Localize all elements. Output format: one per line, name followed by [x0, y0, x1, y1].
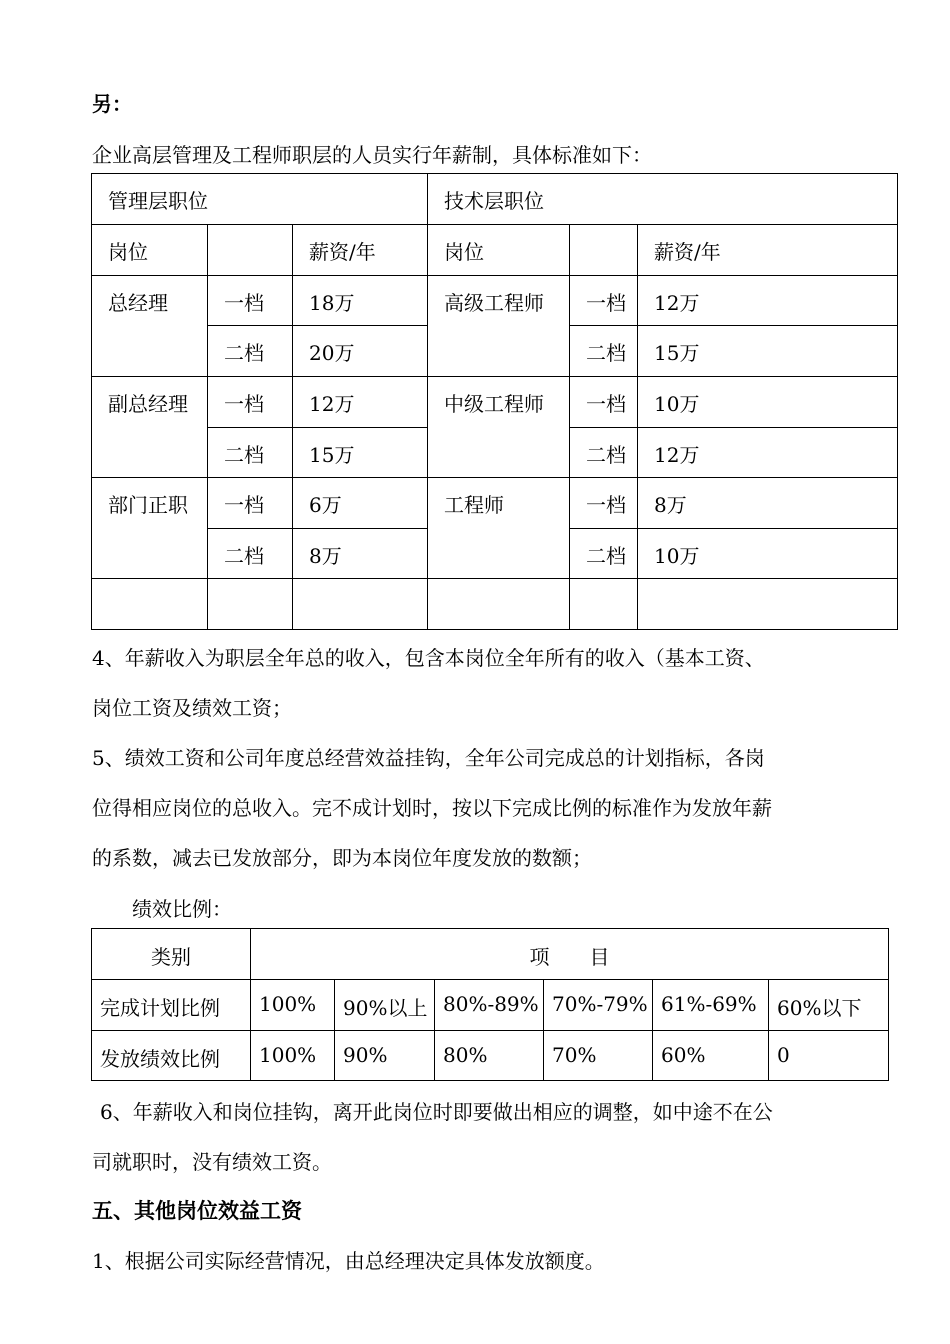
grade-cell: 一档: [570, 478, 638, 529]
para5-line2: 位得相应岗位的总收入。完不成计划时，按以下完成比例的标准作为发放年薪: [92, 796, 772, 820]
completion-cell: 70%-79%: [544, 980, 653, 1031]
grade-cell: 二档: [208, 428, 293, 478]
group-header-tech: 技术层职位: [428, 174, 898, 225]
payout-cell: 100%: [251, 1031, 335, 1081]
intro-text: 企业高层管理及工程师职层的人员实行年薪制，具体标准如下：: [92, 143, 652, 167]
salary-cell: 8万: [293, 529, 428, 579]
grade-cell: 二档: [570, 529, 638, 579]
para5-line1: 5、绩效工资和公司年度总经营效益挂钩，全年公司完成总的计划指标，各岗: [92, 746, 765, 770]
grade-cell: 一档: [570, 276, 638, 326]
tech-post-cell: 工程师: [428, 478, 570, 579]
intro-label: 另：: [92, 92, 132, 116]
salary-cell: 20万: [293, 326, 428, 377]
grade-cell: 一档: [570, 377, 638, 428]
salary-cell: 15万: [638, 326, 898, 377]
grade-cell: 一档: [208, 377, 293, 428]
row-label-completion: 完成计划比例: [92, 980, 251, 1031]
payout-cell: 0: [769, 1031, 889, 1081]
grade-cell: 二档: [208, 529, 293, 579]
section5-title: 五、其他岗位效益工资: [92, 1198, 302, 1223]
grade-cell: 二档: [570, 428, 638, 478]
completion-cell: 90%以上: [335, 980, 435, 1031]
salary-table: [91, 173, 898, 630]
empty-cell: [570, 579, 638, 630]
para4-line1: 4、年薪收入为职层全年总的收入，包含本岗位全年所有的收入（基本工资、: [92, 646, 765, 670]
mgmt-post-cell: 部门正职: [92, 478, 208, 579]
para6-line1: 6、年薪收入和岗位挂钩，离开此岗位时即要做出相应的调整，如中途不在公: [100, 1100, 773, 1124]
salary-cell: 10万: [638, 529, 898, 579]
col-header-post: 岗位: [92, 225, 208, 276]
col-header-grade: [208, 225, 293, 276]
payout-cell: 60%: [653, 1031, 769, 1081]
mgmt-post-cell: 副总经理: [92, 377, 208, 478]
col-header-salary: 薪资/年: [638, 225, 898, 276]
completion-cell: 60%以下: [769, 980, 889, 1031]
salary-cell: 15万: [293, 428, 428, 478]
completion-cell: 61%-69%: [653, 980, 769, 1031]
section5-item1: 1、根据公司实际经营情况，由总经理决定具体发放额度。: [92, 1249, 605, 1273]
grade-cell: 一档: [208, 276, 293, 326]
empty-cell: [92, 579, 208, 630]
payout-cell: 90%: [335, 1031, 435, 1081]
salary-cell: 12万: [638, 276, 898, 326]
col-header-post: 岗位: [428, 225, 570, 276]
item-header: 项 目: [251, 929, 889, 980]
para4-line2: 岗位工资及绩效工资；: [92, 696, 292, 720]
para5-line3: 的系数，减去已发放部分，即为本岗位年度发放的数额；: [92, 846, 592, 870]
salary-cell: 10万: [638, 377, 898, 428]
empty-cell: [208, 579, 293, 630]
salary-cell: 18万: [293, 276, 428, 326]
completion-cell: 80%-89%: [435, 980, 544, 1031]
col-header-salary: 薪资/年: [293, 225, 428, 276]
grade-cell: 一档: [208, 478, 293, 529]
perf-label: 绩效比例：: [132, 897, 232, 921]
tech-post-cell: 高级工程师: [428, 276, 570, 377]
empty-cell: [293, 579, 428, 630]
grade-cell: 二档: [570, 326, 638, 377]
performance-table: [91, 928, 889, 1081]
category-header: 类别: [92, 929, 251, 980]
mgmt-post-cell: 总经理: [92, 276, 208, 377]
tech-post-cell: 中级工程师: [428, 377, 570, 478]
empty-cell: [638, 579, 898, 630]
row-label-payout: 发放绩效比例: [92, 1031, 251, 1081]
para6-line2: 司就职时，没有绩效工资。: [92, 1150, 332, 1174]
completion-cell: 100%: [251, 980, 335, 1031]
salary-cell: 12万: [638, 428, 898, 478]
col-header-grade: [570, 225, 638, 276]
salary-cell: 8万: [638, 478, 898, 529]
payout-cell: 80%: [435, 1031, 544, 1081]
salary-cell: 6万: [293, 478, 428, 529]
group-header-mgmt: 管理层职位: [92, 174, 428, 225]
salary-cell: 12万: [293, 377, 428, 428]
empty-cell: [428, 579, 570, 630]
payout-cell: 70%: [544, 1031, 653, 1081]
grade-cell: 二档: [208, 326, 293, 377]
